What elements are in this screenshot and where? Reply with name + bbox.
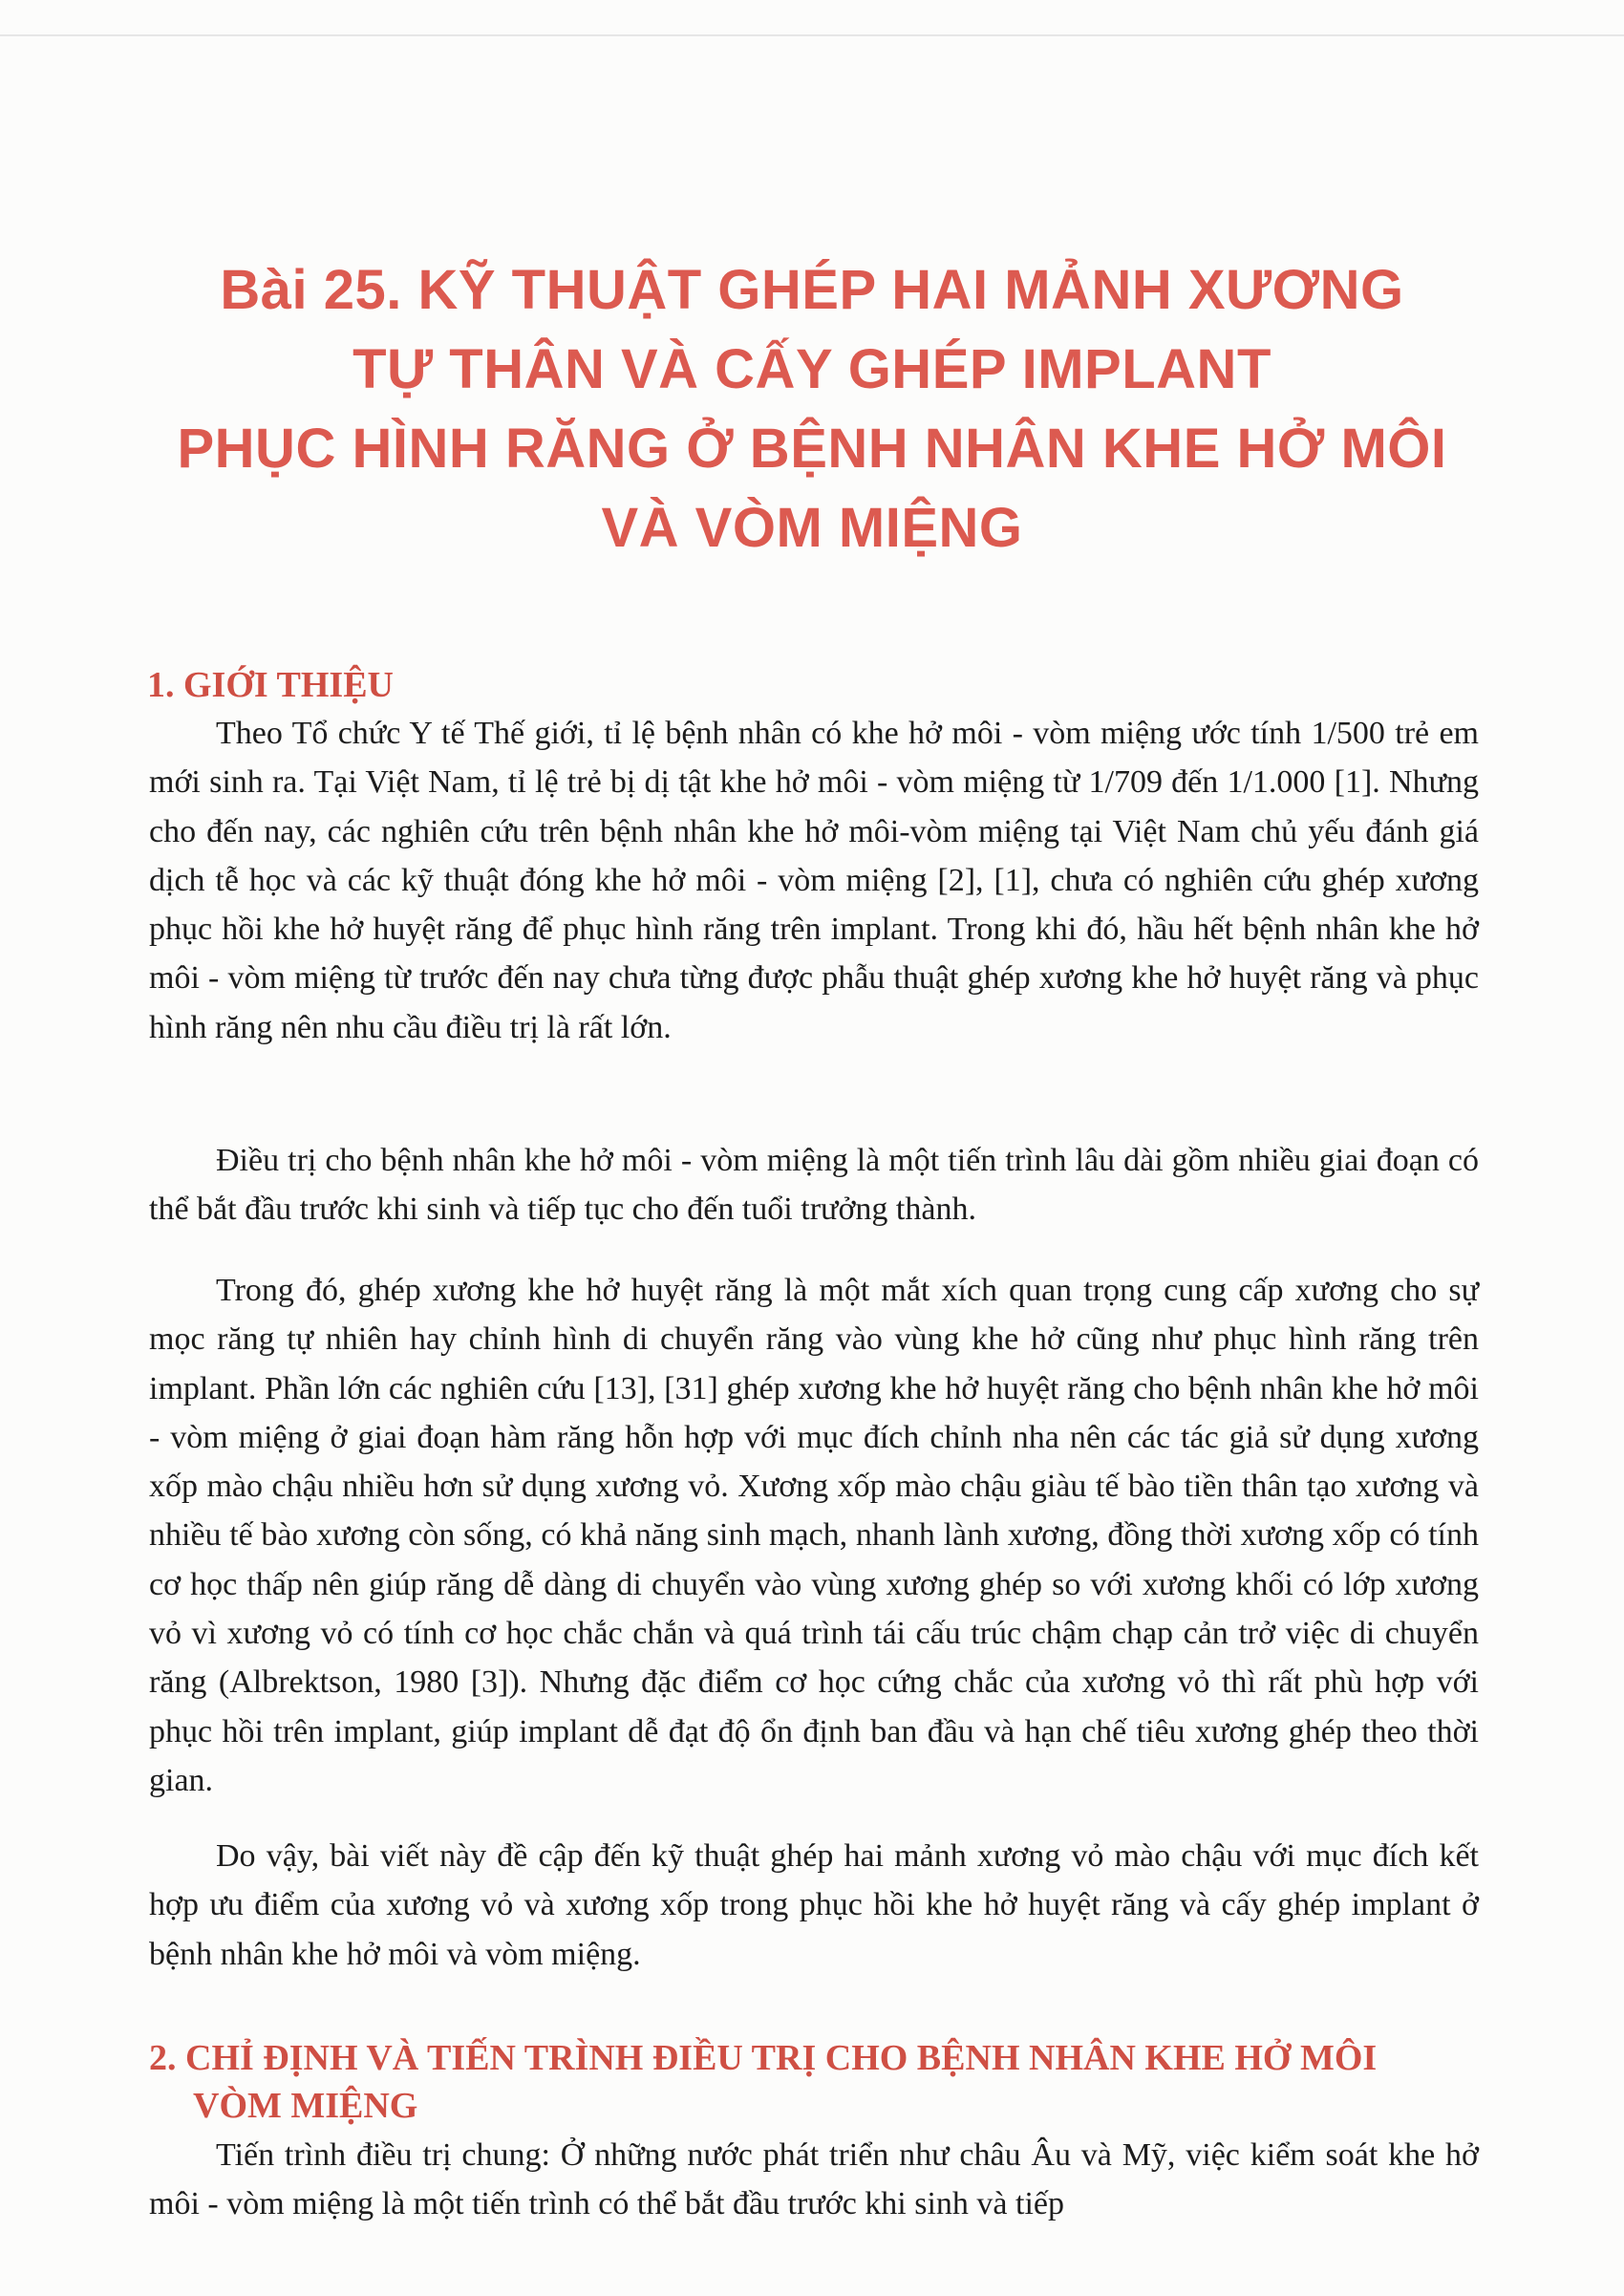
- paragraph: Tiến trình điều trị chung: Ở những nước phát triển như châu Âu và Mỹ, việc kiểm soát khe hở môi - vòm miệng là một tiến trình có thể bắt đầu trước khi sinh và tiếp: [149, 2137, 1479, 2222]
- section-heading-indications: [149, 2034, 1377, 2130]
- paragraph: Điều trị cho bệnh nhân khe hở môi - vòm miệng là một tiến trình lâu dài gồm nhiều giai đoạn có thể bắt đầu trước khi sinh và tiếp tục cho đến tuổi trưởng thành.: [149, 1143, 1479, 1228]
- section-heading-introduction: 1. GIỚI THIỆU: [147, 665, 394, 705]
- heading-line: 2. CHỈ ĐỊNH VÀ TIẾN TRÌNH ĐIỀU TRỊ CHO BỆNH NHÂN KHE HỞ MÔI: [149, 2038, 1378, 2078]
- title-line: TỰ THÂN VÀ CẤY GHÉP IMPLANT: [353, 338, 1271, 400]
- paragraph: Do vậy, bài viết này đề cập đến kỹ thuật ghép hai mảnh xương vỏ mào chậu với mục đích kết hợp ưu điểm của xương vỏ và xương xốp trong phục hồi khe hở huyệt răng và cấy ghép implant ở bệnh nhân khe hở môi và vòm miệng.: [149, 1838, 1479, 1972]
- paragraph: Trong đó, ghép xương khe hở huyệt răng là một mắt xích quan trọng cung cấp xương cho sự mọc răng tự nhiên hay chỉnh hình di chuyển răng vào vùng khe hở cũng như phục hình răng trên implant. Phần lớn các nghiên cứu [13], [31] ghép xương khe hở huyệt răng cho bệnh nhân khe hở môi - vòm miệng ở giai đoạn hàm răng hỗn hợp với mục đích chỉnh nha nên các tác giả sử dụng xương xốp mào chậu nhiều hơn sử dụng xương vỏ. Xương xốp mào chậu giàu tế bào tiền thân tạo xương và nhiều tế bào xương còn sống, có khả năng sinh mạch, nhanh lành xương, đồng thời xương xốp có tính cơ học thấp nên giúp răng dễ dàng di chuyển vào vùng xương ghép so với xương khối có lớp xương vỏ vì xương vỏ có tính cơ học chắc chắn và quá trình tái cấu trúc chậm chạp cản trở việc di chuyển răng (Albrektson, 1980 [3]). Nhưng đặc điểm cơ học cứng chắc của xương vỏ thì rất phù hợp với phục hồi trên implant, giúp implant dễ đạt độ ổn định ban đầu và hạn chế tiêu xương ghép theo thời gian.: [149, 1273, 1479, 1798]
- page-top-edge: [0, 34, 1624, 36]
- title-line: VÀ VÒM MIỆNG: [601, 497, 1023, 559]
- title-line: Bài 25. KỸ THUẬT GHÉP HAI MẢNH XƯƠNG: [220, 259, 1404, 321]
- title-line: PHỤC HÌNH RĂNG Ở BỆNH NHÂN KHE HỞ MÔI: [177, 418, 1447, 480]
- paragraph: Theo Tổ chức Y tế Thế giới, tỉ lệ bệnh nhân có khe hở môi - vòm miệng ước tính 1/500 trẻ em mới sinh ra. Tại Việt Nam, tỉ lệ trẻ bị dị tật khe hở môi - vòm miệng từ 1/709 đến 1/1.000 [1]. Nhưng cho đến nay, các nghiên cứu trên bệnh nhân khe hở môi-vòm miệng tại Việt Nam chủ yếu đánh giá dịch tễ học và các kỹ thuật đóng khe hở môi - vòm miệng [2], [1], chưa có nghiên cứu ghép xương phục hồi khe hở huyệt răng để phục hình răng trên implant. Trong khi đó, hầu hết bệnh nhân khe hở môi - vòm miệng từ trước đến nay chưa từng được phẫu thuật ghép xương khe hở huyệt răng và phục hình răng nên nhu cầu điều trị là rất lớn.: [149, 716, 1479, 1045]
- chapter-title: [115, 250, 1509, 568]
- heading-line: VÒM MIỆNG: [193, 2086, 418, 2126]
